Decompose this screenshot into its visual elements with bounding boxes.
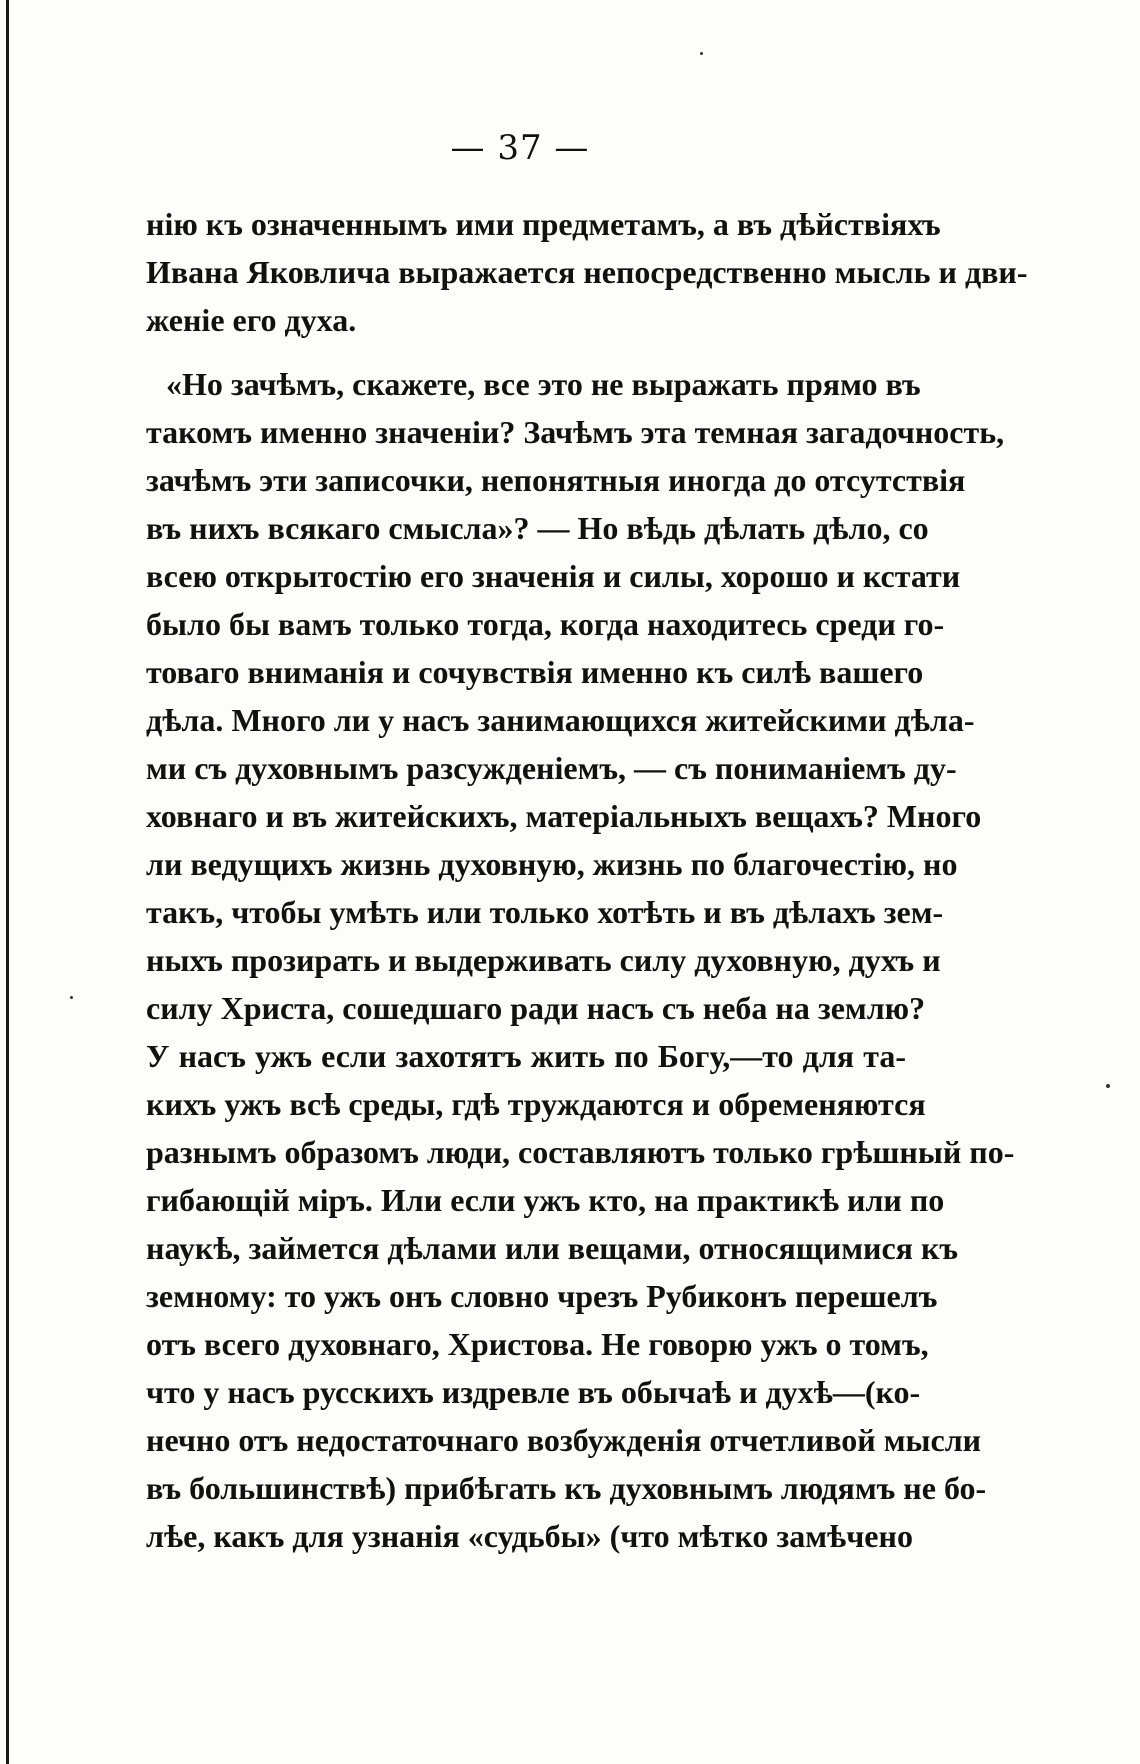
text-line: ли ведущихъ жизнь духовную, жизнь по благочестію, но (146, 846, 958, 882)
text-line: ховнаго и въ житейскихъ, матеріальныхъ вещахъ? Много (146, 798, 982, 834)
scan-speck (1106, 1084, 1110, 1088)
body-text (146, 200, 1028, 1560)
text-line: Ивана Яковлича выражается непосредственно мысль и дви- (146, 254, 1028, 290)
scan-speck (70, 996, 73, 999)
text-line: гибающій міръ. Или если ужъ кто, на практикѣ или по (146, 1182, 945, 1218)
paragraph-2 (146, 360, 1015, 1560)
text-line: всею открытостію его значенія и силы, хорошо и кстати (146, 558, 961, 594)
text-line: нечно отъ недостаточнаго возбужденія отчетливой мысли (146, 1422, 982, 1458)
text-line: такъ, чтобы умѣть или только хотѣть и въ дѣлахъ зем- (146, 894, 944, 930)
text-line: въ большинствѣ) прибѣгать къ духовнымъ людямъ не бо- (146, 1470, 987, 1506)
text-line: разнымъ образомъ люди, составляютъ только грѣшный по- (146, 1134, 1015, 1170)
scan-speck (700, 52, 703, 55)
page-number: — 37 — (450, 128, 590, 168)
text-line: ми съ духовнымъ разсужденіемъ, — съ пониманіемъ ду- (146, 750, 957, 786)
text-line: въ нихъ всякаго смысла»? — Но вѣдь дѣлать дѣло, со (146, 510, 929, 546)
text-line: наукѣ, займется дѣлами или вещами, относящимися къ (146, 1230, 959, 1266)
text-line: «Но зачѣмъ, скажете, все это не выражать прямо въ (166, 366, 921, 402)
text-line: земному: то ужъ онъ словно чрезъ Рубиконъ перешелъ (146, 1278, 938, 1314)
page-edge-rule (6, 0, 9, 1764)
text-line: товаго вниманія и сочувствія именно къ силѣ вашего (146, 654, 924, 690)
text-line: отъ всего духовнаго, Христова. Не говорю ужъ о томъ, (146, 1326, 929, 1362)
paragraph-gap (146, 344, 906, 360)
text-line: женіе его духа. (146, 302, 357, 338)
text-line: лѣе, какъ для узнанія «судьбы» (что мѣтко замѣчено (146, 1518, 913, 1554)
text-line: что у насъ русскихъ издревле въ обычаѣ и духѣ—(ко- (146, 1374, 921, 1410)
text-line: силу Христа, сошедшаго ради насъ съ неба на землю? (146, 990, 926, 1026)
text-line: ныхъ прозирать и выдерживать силу духовную, духъ и (146, 942, 941, 978)
text-line: нію къ означеннымъ ими предметамъ, а въ дѣйствіяхъ (146, 206, 941, 242)
text-line: дѣла. Много ли у насъ занимающихся житейскими дѣла- (146, 702, 975, 738)
text-line: кихъ ужъ всѣ среды, гдѣ труждаются и обременяются (146, 1086, 926, 1122)
text-line: такомъ именно значеніи? Зачѣмъ эта темная загадочность, (146, 414, 1005, 450)
paragraph-1 (146, 200, 1028, 344)
text-line: было бы вамъ только тогда, когда находитесь среди го- (146, 606, 945, 642)
text-line: У насъ ужъ если захотятъ жить по Богу,—то для та- (146, 1038, 906, 1074)
text-line: зачѣмъ эти записочки, непонятныя иногда до отсутствія (146, 462, 966, 498)
